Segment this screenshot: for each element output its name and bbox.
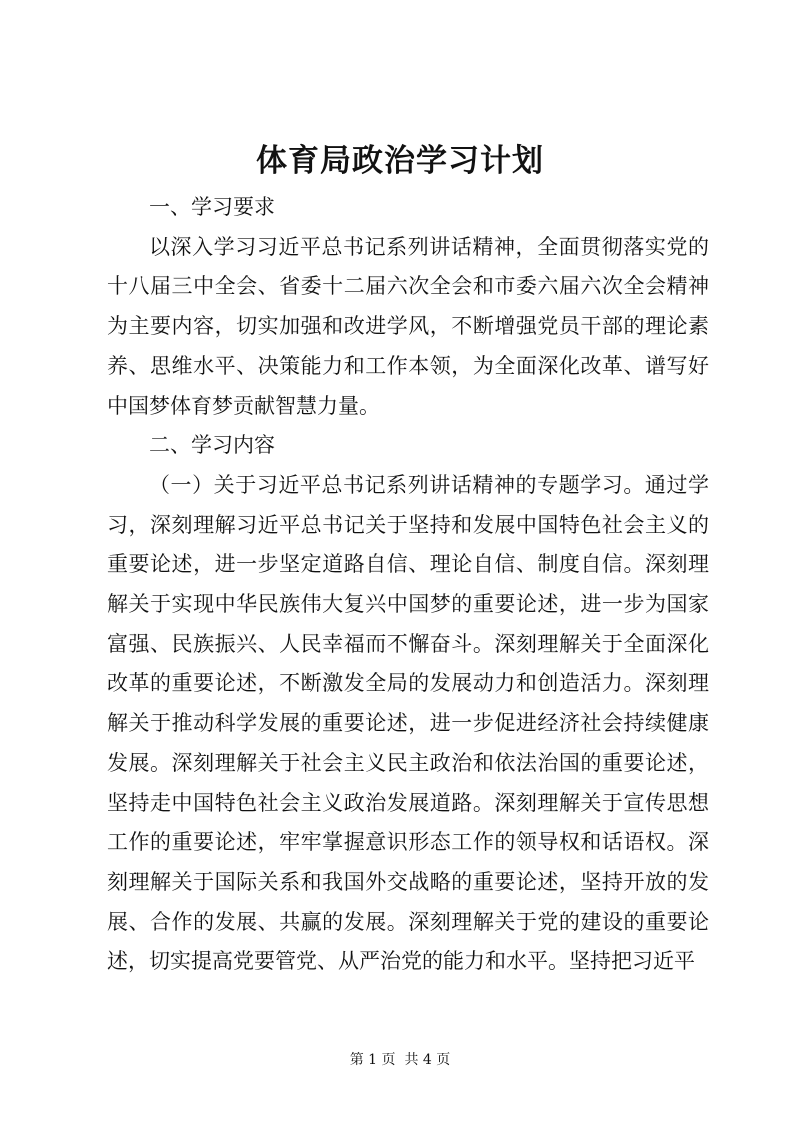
page-footer: 第 1 页 共 4 页: [349, 1052, 451, 1068]
paragraph-requirements: 以深入学习习近平总书记系列讲话精神，全面贯彻落实党的十八届三中全会、省委十二届六次全会和市委六届六次全会精神为主要内容，切实加强和改进学风，不断增强党员干部的理论素养、思维水平、决策能力和工作本领，为全面深化改革、谱写好中国梦体育梦贡献智慧力量。: [107, 234, 709, 418]
section-heading-content: 二、学习内容: [149, 433, 275, 458]
section-heading-requirements: 一、学习要求: [149, 195, 275, 219]
document-body: [107, 188, 709, 982]
paragraph-content: （一）关于习近平总书记系列讲话精神的专题学习。通过学习，深刻理解习近平总书记关于坚持和发展中国特色社会主义的重要论述，进一步坚定道路自信、理论自信、制度自信。深刻理解关于实现中华民族伟大复兴中国梦的重要论述，进一步为国家富强、民族振兴、人民幸福而不懈奋斗。深刻理解关于全面深化改革的重要论述，不断激发全局的发展动力和创造活力。深刻理解关于推动科学发展的重要论述，进一步促进经济社会持续健康发展。深刻理解关于社会主义民主政治和依法治国的重要论述，坚持走中国特色社会主义政治发展道路。深刻理解关于宣传思想工作的重要论述，牢牢掌握意识形态工作的领导权和话语权。深刻理解关于国际关系和我国外交战略的重要论述，坚持开放的发展、合作的发展、共赢的发展。深刻理解关于党的建设的重要论述，切实提高党要管党、从严治党的能力和水平。坚持把习近平: [107, 472, 709, 974]
document-title: 体育局政治学习计划: [256, 143, 544, 179]
